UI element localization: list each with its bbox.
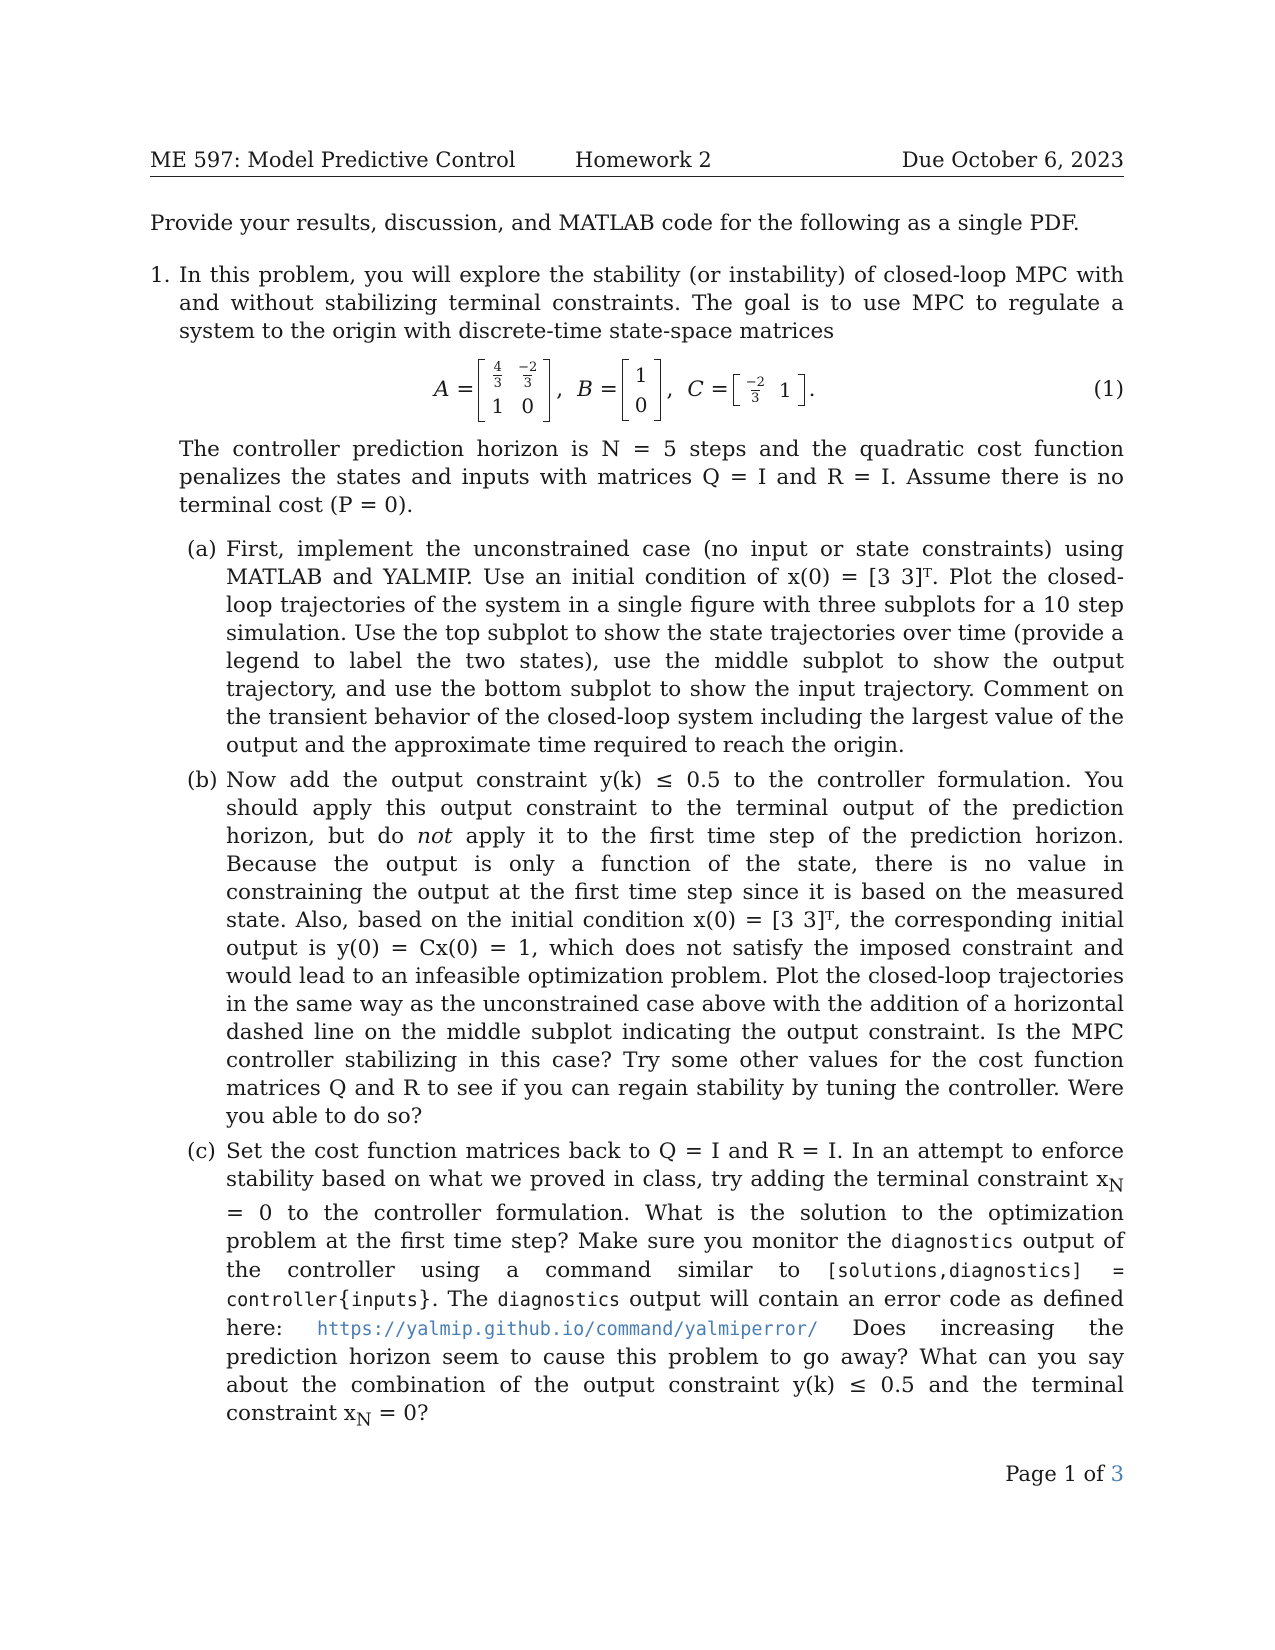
part-c-text-3: output of the controller using a command similar to: [226, 1229, 1124, 1284]
equation-number: (1): [1093, 377, 1124, 402]
brace-close: }: [417, 1287, 432, 1313]
part-b-emphasis: not: [417, 824, 453, 849]
part-c-text-5: output will contain an error code as defined here:: [226, 1287, 1124, 1342]
page-prefix: Page 1 of: [1005, 1462, 1104, 1486]
part-c-label: (c): [187, 1139, 216, 1164]
c1-den: 3: [751, 390, 760, 406]
a11-den: 3: [493, 375, 502, 391]
part-c: [179, 1138, 1124, 1435]
c1: [746, 376, 765, 405]
part-c-text-4: . The: [431, 1287, 489, 1313]
right-bracket: [543, 359, 550, 422]
course-title: ME 597: Model Predictive Control: [150, 148, 516, 172]
part-b: [179, 767, 1124, 1131]
a12-den: 3: [523, 375, 532, 391]
a12: [518, 361, 537, 390]
subscript-n-2: N: [355, 1409, 372, 1431]
brace-open: {: [337, 1287, 352, 1313]
a11: [493, 361, 502, 390]
code-diagnostics: diagnostics: [890, 1232, 1014, 1254]
equation-expression: [434, 358, 815, 422]
a11-num: 4: [493, 359, 502, 375]
part-c-text-7: = 0?: [371, 1401, 429, 1427]
part-b-label: (b): [187, 768, 218, 793]
b2: 0: [634, 393, 648, 417]
matrix-c: [733, 374, 805, 406]
c1-num: −2: [745, 374, 765, 390]
separator-comma: ,: [666, 377, 674, 402]
b1: 1: [634, 363, 648, 387]
matrix-a-label: A =: [434, 377, 475, 402]
matrix-b-label: B =: [577, 377, 618, 402]
part-c-text-1: Set the cost function matrices back to Q = I and R = I. In an attempt to enforce stability based on what we proved in class, try adding the terminal constraint x: [226, 1139, 1124, 1192]
part-a-text: First, implement the unconstrained case (no input or state constraints) using MATLAB and YALMIP. Use an initial condition of x(0) = [3 3]ᵀ. Plot the closed-loop trajectories of the system in a single figure with three subplots for a 10 step simulation. Use the top subplot to show the state trajectories over time (provide a legend to label the two states), use the middle subplot to show the output trajectory, and use the bottom subplot to show the input trajectory. Comment on the transient behavior of the closed-loop system including the largest value of the output and the approximate time required to reach the origin.: [226, 537, 1124, 758]
problem-body: [179, 262, 1124, 1435]
part-b-text-2: apply it to the first time step of the prediction horizon. Because the output is only a function of the state, there is no value in constraining the output at the first time step since it is based on the measured state. Also, based on the initial condition x(0) = [3 3]ᵀ, the corresponding initial output is y(0) = Cx(0) = 1, which does not satisfy the imposed constraint and would lead to an infeasible optimization problem. Plot the closed-loop trajectories in the same way as the unconstrained case above with the addition of a horizontal dashed line on the middle subplot indicating the output constraint. Is the MPC controller stabilizing in this case? Try some other values for the cost function matrices Q and R to see if you can regain stability by tuning the controller. Were you able to do so?: [226, 824, 1125, 1129]
right-bracket: [798, 374, 805, 406]
code-diagnostics-2: diagnostics: [497, 1290, 621, 1312]
part-c-text-6: Does increasing the prediction horizon seem to cause this problem to go away? What can you say about the combination of the output constraint y(k) ≤ 0.5 and the terminal constraint x: [226, 1316, 1124, 1427]
equation-period: .: [808, 377, 816, 402]
code-controller-call: [solutions,diagnostics] = controller: [226, 1261, 1124, 1312]
matrix-a-grid: [485, 359, 543, 422]
problem-intro: In this problem, you will explore the stability (or instability) of closed-loop MPC with and without stabilizing terminal constraints. The goal is to use MPC to regulate a system to the origin with discrete-time state-space matrices: [179, 263, 1124, 344]
part-b-text-1: Now add the output constraint y(k) ≤ 0.5 to the controller formulation. You should apply this output constraint to the terminal output of the prediction horizon, but do: [226, 768, 1124, 849]
c2: 1: [778, 378, 792, 402]
page-header: [150, 146, 1124, 177]
part-a: [179, 536, 1124, 760]
intro-text: Provide your results, discussion, and MATLAB code for the following as a single PDF.: [150, 211, 1080, 236]
problem-parts: [179, 536, 1124, 1435]
problem-setup: The controller prediction horizon is N = 5 steps and the quadratic cost function penalizes the states and inputs with matrices Q = I and R = I. Assume there is no terminal cost (P = 0).: [179, 437, 1124, 518]
left-bracket: [733, 374, 740, 406]
subscript-n: N: [1108, 1175, 1124, 1197]
a22: 0: [521, 393, 535, 418]
problem-1: [150, 262, 1124, 1442]
state-space-equation: [179, 352, 1124, 428]
separator-comma: ,: [556, 377, 564, 402]
total-pages-link[interactable]: 3: [1110, 1462, 1124, 1486]
a21: 1: [491, 393, 505, 418]
right-bracket: [654, 359, 661, 421]
left-bracket: [478, 359, 485, 422]
part-c-text-2: = 0 to the controller formulation. What is the solution to the optimization problem at the first time step? Make sure you monitor the: [226, 1201, 1124, 1255]
matrix-c-grid: [740, 374, 798, 406]
a12-num: −2: [518, 359, 538, 375]
yalmip-error-link[interactable]: https://yalmip.github.io/command/yalmiperror/: [317, 1319, 819, 1341]
due-date: Due October 6, 2023: [901, 148, 1124, 172]
part-a-label: (a): [187, 537, 217, 562]
matrix-b-grid: [629, 359, 654, 421]
matrix-b: [622, 359, 661, 421]
matrix-c-label: C =: [687, 377, 729, 402]
code-inputs: inputs: [351, 1290, 418, 1312]
left-bracket: [622, 359, 629, 421]
page-footer: [1005, 1462, 1124, 1486]
problem-number: 1.: [150, 263, 171, 288]
assignment-title: Homework 2: [575, 148, 712, 172]
matrix-a: [478, 359, 550, 422]
